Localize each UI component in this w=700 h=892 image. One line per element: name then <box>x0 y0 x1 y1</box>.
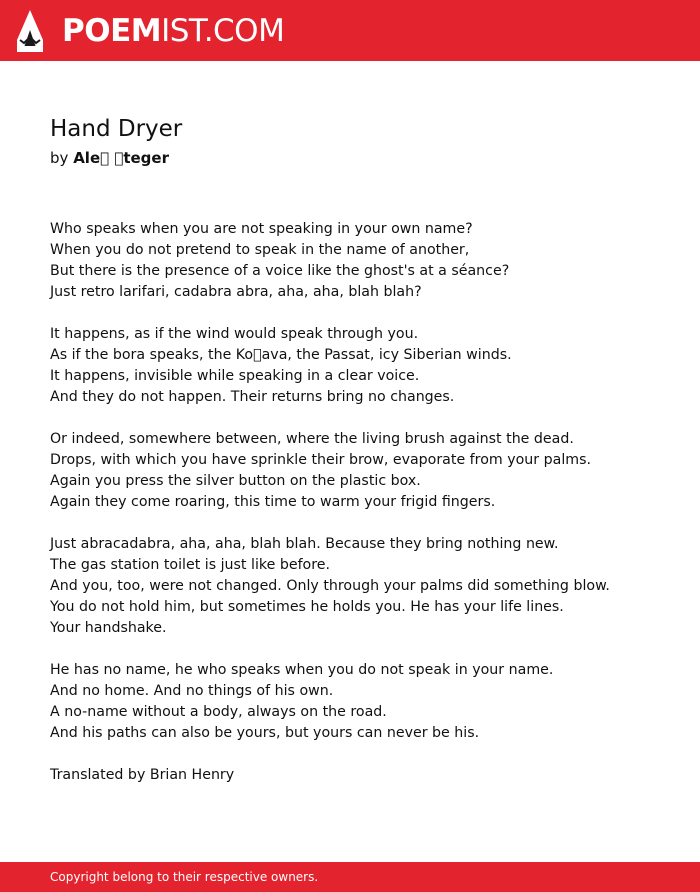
pencil-tip-icon[interactable] <box>17 10 43 52</box>
stanza <box>50 534 670 639</box>
site-footer <box>0 862 700 892</box>
stanza <box>50 429 670 513</box>
poem-line: As if the bora speaks, the Ko ava, the Passat, icy Siberian winds. <box>50 347 512 363</box>
poem-line: You do not hold him, but sometimes he holds you. He has your life lines. <box>50 599 564 615</box>
poem-line: He has no name, he who speaks when you do not speak in your name. <box>50 662 554 678</box>
poem-line: It happens, invisible while speaking in a clear voice. <box>50 368 420 384</box>
site-header <box>0 0 700 61</box>
poem-body <box>50 219 670 765</box>
stanza <box>50 219 670 303</box>
translator-note: Translated by Brian Henry <box>50 767 235 783</box>
brand-bold: POEM <box>62 13 162 49</box>
poem-line: Or indeed, somewhere between, where the living brush against the dead. <box>50 431 574 447</box>
poem-line: And no home. And no things of his own. <box>50 683 334 699</box>
poem-line: Again they come roaring, this time to warm your frigid fingers. <box>50 494 496 510</box>
poem-line: When you do not pretend to speak in the name of another, <box>50 242 470 258</box>
poem-line: Just abracadabra, aha, aha, blah blah. Because they bring nothing new. <box>50 536 559 552</box>
poem-line: Who speaks when you are not speaking in your own name? <box>50 221 473 237</box>
by-label: by <box>50 149 69 167</box>
poem-line: Just retro larifari, cadabra abra, aha, aha, blah blah? <box>50 284 422 300</box>
copyright-text: Copyright belong to their respective owners. <box>50 870 319 884</box>
stanza <box>50 660 670 744</box>
poem-line: The gas station toilet is just like before. <box>50 557 331 573</box>
poem-line: And his paths can also be yours, but yours can never be his. <box>50 725 480 741</box>
site-logo-text[interactable] <box>62 11 284 51</box>
poem-line: Again you press the silver button on the plastic box. <box>50 473 421 489</box>
stanza <box>50 324 670 408</box>
poem-line: Your handshake. <box>50 620 167 636</box>
poem-title: Hand Dryer <box>50 116 183 142</box>
poem-author: Ale   teger <box>73 149 169 167</box>
poem-line: It happens, as if the wind would speak through you. <box>50 326 419 342</box>
poem-line: Drops, with which you have sprinkle their brow, evaporate from your palms. <box>50 452 591 468</box>
poem-line: And you, too, were not changed. Only through your palms did something blow. <box>50 578 610 594</box>
brand-rest: IST.COM <box>161 13 285 49</box>
poem-line: But there is the presence of a voice like the ghost's at a séance? <box>50 263 510 279</box>
poem-line: A no-name without a body, always on the road. <box>50 704 387 720</box>
poem-line: And they do not happen. Their returns bring no changes. <box>50 389 455 405</box>
byline <box>50 149 169 167</box>
